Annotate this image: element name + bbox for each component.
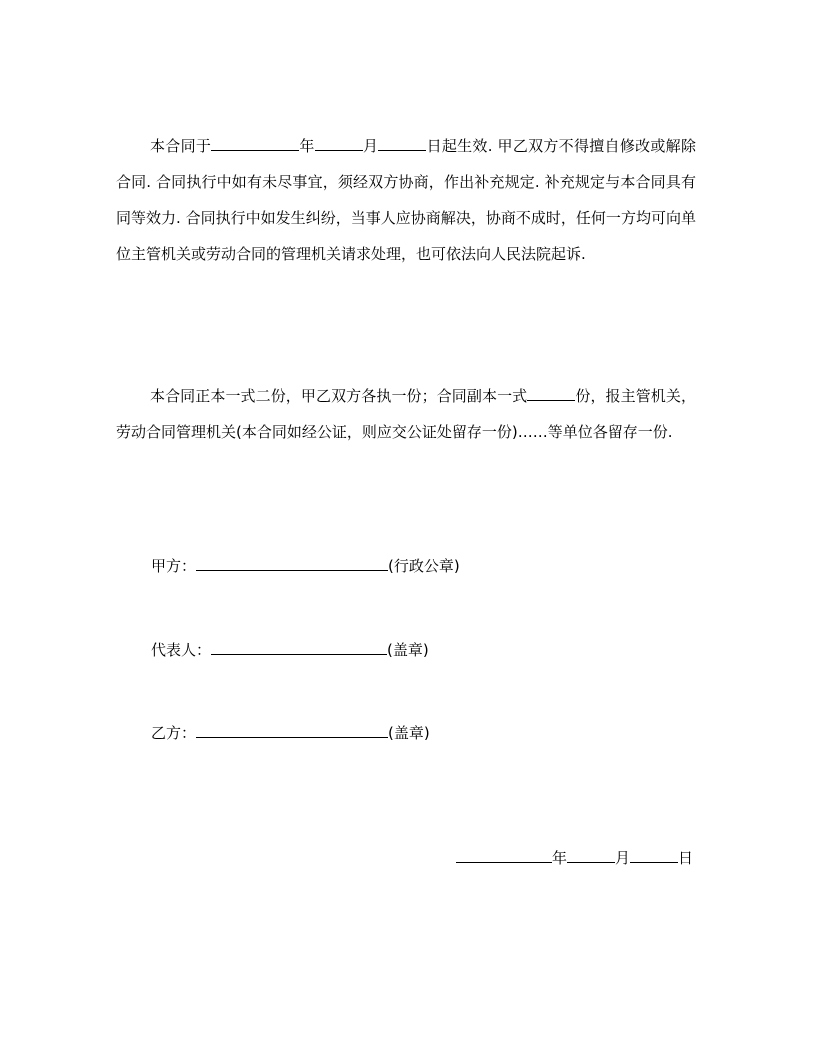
party-a-blank[interactable] (196, 552, 388, 571)
representative-note: (盖章) (387, 641, 429, 659)
copies-clause-text-2: 份，报主管机关，劳动合同管理机关(本合同如经公证，则应交公证处留存一份)……等单位各留存一份. (116, 387, 696, 441)
representative-label: 代表人： (151, 641, 212, 659)
effective-year-blank[interactable] (211, 132, 299, 151)
effective-day-blank[interactable] (378, 132, 426, 151)
effective-clause-text-3: 月 (362, 137, 379, 155)
party-a-signature-line (151, 552, 460, 576)
copies-count-blank[interactable] (527, 382, 575, 401)
party-a-note: (行政公章) (388, 557, 460, 575)
effective-clause-paragraph (116, 128, 696, 272)
date-day-label: 日 (678, 849, 694, 867)
signing-date-line (456, 844, 693, 868)
party-a-label: 甲方： (151, 557, 197, 575)
effective-clause-text-4: 日起生效. 甲乙双方不得擅自修改或解除合同. 合同执行中如有未尽事宜，须经双方协商，作出补充规定. 补充规定与本合同具有同等效力. 合同执行中如发生纠纷，当事人应协商解决，协商不成时，任何一方均可向单位主管机关或劳动合同的管理机关请求处理，也可依法向人民法院起诉. (116, 137, 696, 263)
party-b-blank[interactable] (196, 719, 388, 738)
date-month-blank[interactable] (567, 844, 615, 863)
date-day-blank[interactable] (630, 844, 678, 863)
date-month-label: 月 (615, 849, 631, 867)
party-b-signature-line (151, 719, 430, 743)
effective-clause-text-1: 本合同于 (150, 137, 212, 155)
copies-clause-text-1: 本合同正本一式二份，甲乙双方各执一份；合同副本一式 (150, 387, 528, 405)
date-year-label: 年 (552, 849, 568, 867)
representative-blank[interactable] (211, 636, 387, 655)
effective-month-blank[interactable] (315, 132, 363, 151)
party-b-note: (盖章) (388, 724, 430, 742)
party-b-label: 乙方： (151, 724, 197, 742)
effective-clause-text-2: 年 (299, 137, 315, 155)
representative-signature-line (151, 636, 429, 660)
copies-clause-paragraph (116, 378, 696, 450)
date-year-blank[interactable] (456, 844, 552, 863)
